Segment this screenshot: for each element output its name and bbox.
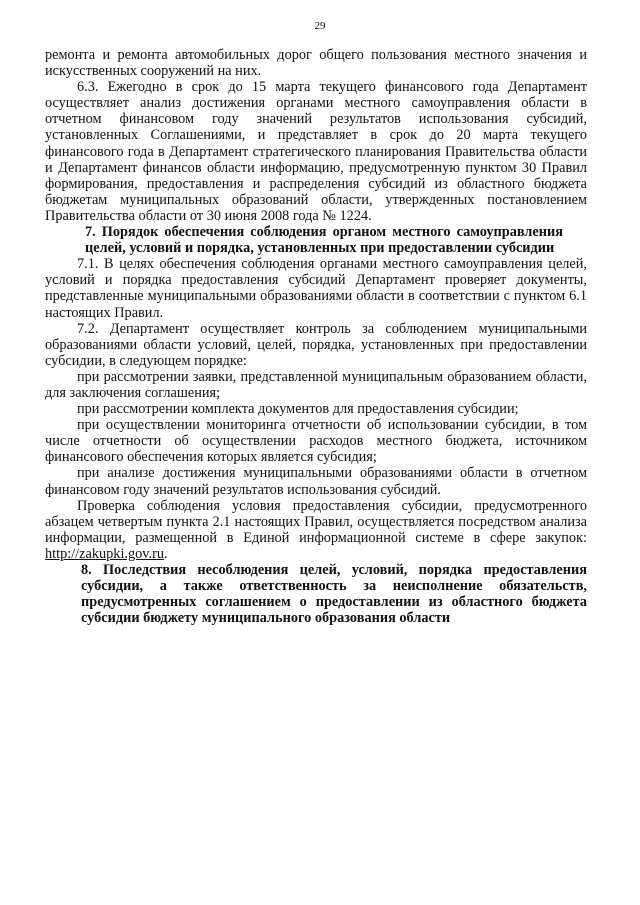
paragraph-verification bbox=[45, 498, 587, 562]
section-8-heading: 8. Последствия несоблюдения целей, условий, порядка предоставления субсидии, а также ответственность за неисполнение обязательств, предусмотренных соглашением о предоставлении из областного бюджета субсидии бюджету муниципального образования области bbox=[81, 562, 587, 627]
paragraph-7-2: 7.2. Департамент осуществляет контроль за соблюдением муниципальными образованиями области условий, целей, порядка, установленных при предоставлении субсидии, в следующем порядке: bbox=[45, 320, 587, 369]
paragraph-continuation: ремонта и ремонта автомобильных дорог общего пользования местного значения и искусственных сооружений на них. bbox=[45, 47, 587, 80]
link-suffix: . bbox=[164, 545, 168, 562]
paragraph-7-1: 7.1. В целях обеспечения соблюдения органами местного самоуправления целей, условий и порядка предоставления субсидий Департамент проверяет документы, представленные муниципальными образованиями области в соответствии с пунктом 6.1 настоящих Правил. bbox=[45, 256, 587, 321]
zakupki-link[interactable]: http://zakupki.gov.ru bbox=[45, 545, 164, 562]
paragraph-6-3: 6.3. Ежегодно в срок до 15 марта текущего финансового года Департамент осуществляет анализ достижения органами местного самоуправления области в отчетном финансовом году значений результатов использования субсидий, установленных Соглашениями, и представляет в срок до 20 марта текущего финансового года в Департамент стратегического планирования Правительства области и Департамент финансов области информацию, предусмотренную пунктом 30 Правил формирования, предоставления и распределения субсидий из областного бюджета бюджетам муниципальных образований области, утвержденных постановлением Правительства области от 30 июня 2008 года № 1224. bbox=[45, 79, 587, 224]
page-number: 29 bbox=[314, 20, 326, 32]
section-7-heading: 7. Порядок обеспечения соблюдения органом местного самоуправления целей, условий и порядка, установленных при предоставлении субсидии bbox=[85, 224, 563, 257]
list-item: при рассмотрении комплекта документов для предоставления субсидии; bbox=[77, 401, 519, 418]
list-item: при рассмотрении заявки, представленной муниципальным образованием области, для заключения соглашения; bbox=[45, 368, 587, 401]
document-body bbox=[45, 47, 587, 626]
list-item: при анализе достижения муниципальными образованиями области в отчетном финансовом году значений результатов использования субсидий. bbox=[45, 465, 587, 498]
paragraph-verification-text: Проверка соблюдения условия предоставления субсидии, предусмотренного абзацем четвертым пункта 2.1 настоящих Правил, осуществляется посредством анализа информации, размещенной в Единой информационной системе в сфере закупок: bbox=[45, 497, 587, 546]
list-item: при осуществлении мониторинга отчетности об использовании субсидии, в том числе отчетности об осуществлении расходов местного бюджета, источником финансового обеспечения которых является субсидия; bbox=[45, 417, 587, 466]
